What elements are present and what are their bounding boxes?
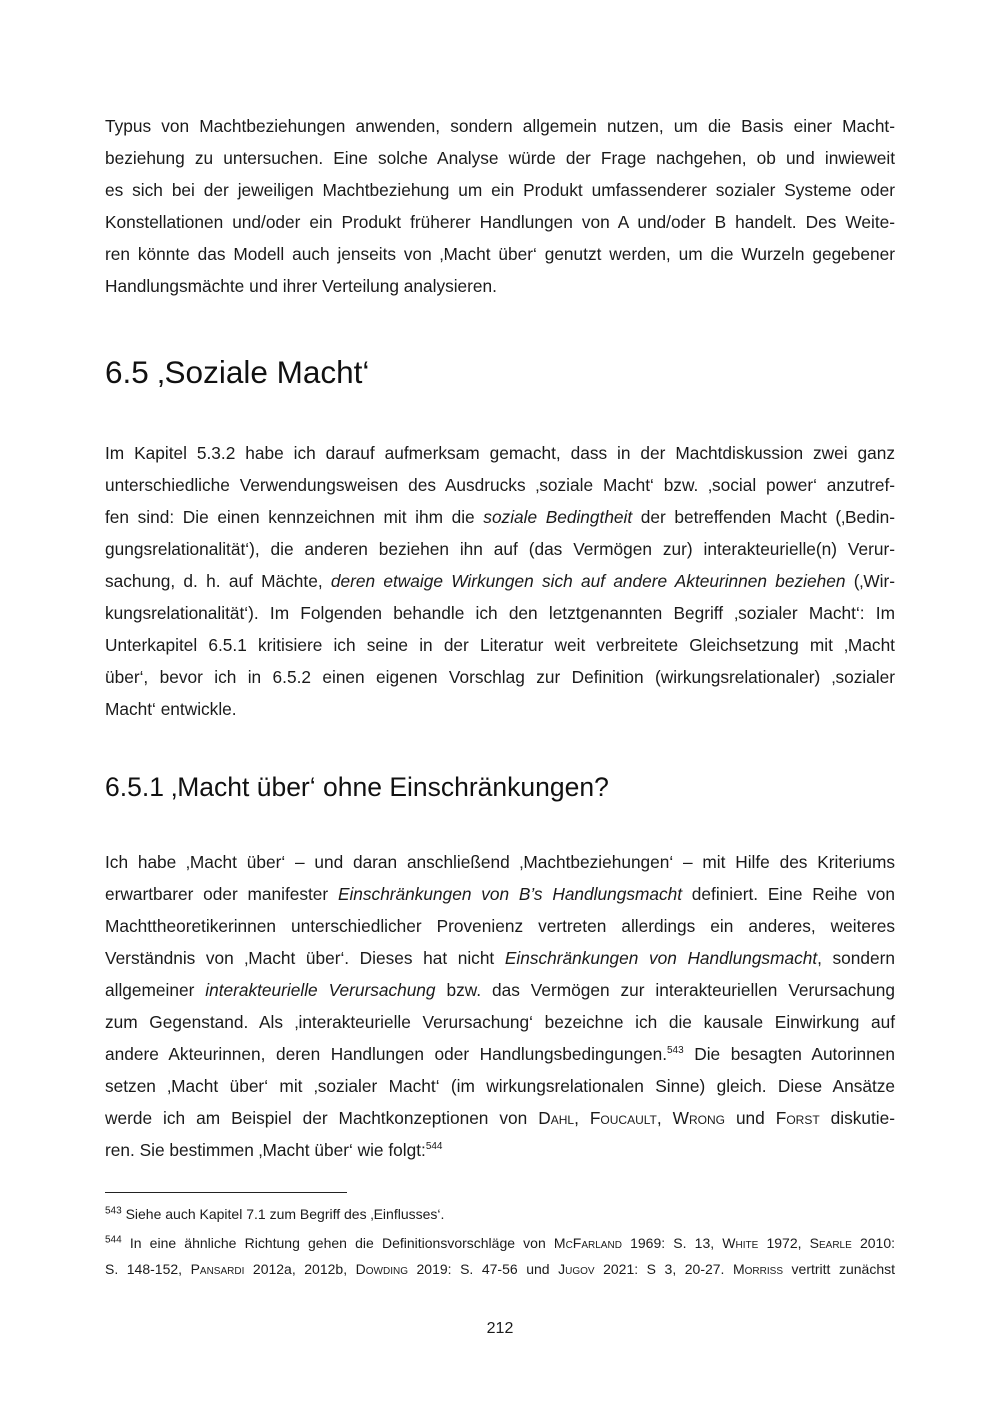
text-line: andere Akteurinnen, deren Handlungen oder Handlungsbedingungen.$^{543}$ Die besagten Autorinnen xyxy=(105,1044,896,1064)
footnote-divider xyxy=(105,1192,347,1193)
text-line: Ich habe ‚Macht über‘ – und daran anschließend ‚Machtbeziehungen‘ – mit Hilfe des Kriteriums xyxy=(105,852,895,872)
text-line: sachung, d. h. auf Mächte, deren etwaige Wirkungen sich auf andere Akteurinnen beziehen (‚Wir- xyxy=(105,571,895,591)
author-name: Forst xyxy=(775,1108,820,1128)
text-line: kungsrelationalität‘). Im Folgenden behandle ich den letztgenannten Begriff ‚sozialer Macht‘: Im xyxy=(105,603,895,623)
text-line: erwartbarer oder manifester Einschränkungen von B’s Handlungsmacht definiert. Eine Reihe von xyxy=(105,884,895,904)
emphasis: soziale Bedingtheit xyxy=(483,507,633,527)
page-number: 212 xyxy=(486,1320,514,1337)
text-line: Unterkapitel 6.5.1 kritisiere ich seine in der Literatur weit verbreitete Gleichsetzung mit ‚Macht xyxy=(105,635,895,655)
author-name: White xyxy=(722,1235,759,1251)
text-line: Handlungsmächte und ihrer Verteilung analysieren. xyxy=(105,276,497,296)
text-line: werde ich am Beispiel der Machtkonzeptionen von Dahl, Foucault, Wrong und Forst diskutie- xyxy=(105,1108,895,1128)
text-line: zum Gegenstand. Als ‚interakteurielle Verursachung‘ bezeichne ich die kausale Einwirkung auf xyxy=(105,1012,895,1032)
text-line: ren. Sie bestimmen ‚Macht über‘ wie folgt:$^{544}$ xyxy=(105,1140,443,1160)
text-line: fen sind: Die einen kennzeichnen mit ihm die soziale Bedingtheit der betreffenden Macht (‚Bedin- xyxy=(105,507,895,527)
text-line: ren könnte das Modell auch jenseits von ‚Macht über‘ genutzt werden, um die Wurzeln gegebener xyxy=(105,244,895,264)
footnote-number: 544 xyxy=(105,1234,122,1246)
author-name: Searle xyxy=(809,1235,852,1251)
text-line: über‘, bevor ich in 6.5.2 einen eigenen Vorschlag zur Definition (wirkungsrelationaler) ‚sozialer xyxy=(105,667,895,687)
author-name: Pansardi xyxy=(190,1261,245,1277)
emphasis: Einschränkungen von Handlungsmacht xyxy=(504,948,818,968)
footnote-543 xyxy=(105,1201,895,1227)
author-name: Wrong xyxy=(672,1108,725,1128)
text-line: setzen ‚Macht über‘ mit ‚sozialer Macht‘ (im wirkungsrelationalen Sinne) gleich. Diese Ansätze xyxy=(105,1076,895,1096)
text-line: $^{544}$ In eine ähnliche Richtung gehen die Definitionsvorschläge von McFarland 1969: S. 13, White 1972, Searle 2010: xyxy=(105,1234,895,1251)
text-line: Konstellationen und/oder ein Produkt früherer Handlungen von A und/oder B handelt. Des Weite- xyxy=(105,212,895,232)
text-line: Typus von Machtbeziehungen anwenden, sondern allgemein nutzen, um die Basis einer Macht- xyxy=(105,116,895,136)
emphasis: interakteurielle Verursachung xyxy=(205,980,436,1000)
paragraph-intro xyxy=(105,110,895,302)
text-line: Macht‘ entwickle. xyxy=(105,699,237,719)
author-name: Foucault xyxy=(589,1108,657,1128)
text-line: allgemeiner interakteurielle Verursachung bzw. das Vermögen zur interakteuriellen Verursachung xyxy=(105,980,895,1000)
footnote-number: 543 xyxy=(105,1205,122,1217)
section-heading-6-5-1: 6.5.1 ‚Macht über‘ ohne Einschränkungen? xyxy=(105,772,609,802)
author-name: Jugov xyxy=(558,1261,595,1277)
paragraph-soziale-macht xyxy=(105,437,895,725)
text-line: Verständnis von ‚Macht über‘. Dieses hat nicht Einschränkungen von Handlungsmacht, sondern xyxy=(105,948,895,968)
author-name: McFarland xyxy=(553,1235,622,1251)
author-name: Dowding xyxy=(355,1261,408,1277)
text-line: gungsrelationalität‘), die anderen beziehen ihn auf (das Vermögen zur) interakteurielle(n) Verur- xyxy=(105,539,895,559)
text-line: Machttheoretikerinnen unterschiedlicher Provenienz vertreten allerdings ein anderes, weiteres xyxy=(105,916,895,936)
text-line: unterschiedliche Verwendungsweisen des Ausdrucks ‚soziale Macht‘ bzw. ‚social power‘ anzutref- xyxy=(105,475,895,495)
footnote-ref-543[interactable]: 543 xyxy=(667,1045,684,1057)
text-line: Im Kapitel 5.3.2 habe ich darauf aufmerksam gemacht, dass in der Machtdiskussion zwei ganz xyxy=(105,443,895,463)
footnote-ref-544[interactable]: 544 xyxy=(425,1141,443,1153)
paragraph-macht-ueber xyxy=(105,846,895,1166)
author-name: Morriss xyxy=(732,1261,783,1277)
text-line: $^{543}$ Siehe auch Kapitel 7.1 zum Begriff des ‚Einflusses‘. xyxy=(105,1205,445,1222)
emphasis: deren etwaige Wirkungen sich auf andere Akteurinnen beziehen xyxy=(330,571,846,591)
text-line: beziehung zu untersuchen. Eine solche Analyse würde der Frage nachgehen, ob und inwieweit xyxy=(105,148,895,168)
author-name: Dahl xyxy=(538,1108,575,1128)
text-line: S. 148-152, Pansardi 2012a, 2012b, Dowding 2019: S. 47-56 und Jugov 2021: S 3, 20-27. Morriss vertritt zunächst xyxy=(105,1261,896,1277)
footnote-544 xyxy=(105,1230,895,1282)
section-heading-6-5: 6.5 ‚Soziale Macht‘ xyxy=(105,354,370,390)
text-line: es sich bei der jeweiligen Machtbeziehung um ein Produkt umfassenderer sozialer Systeme oder xyxy=(105,180,895,200)
emphasis: Einschränkungen von B’s Handlungsmacht xyxy=(337,884,683,904)
